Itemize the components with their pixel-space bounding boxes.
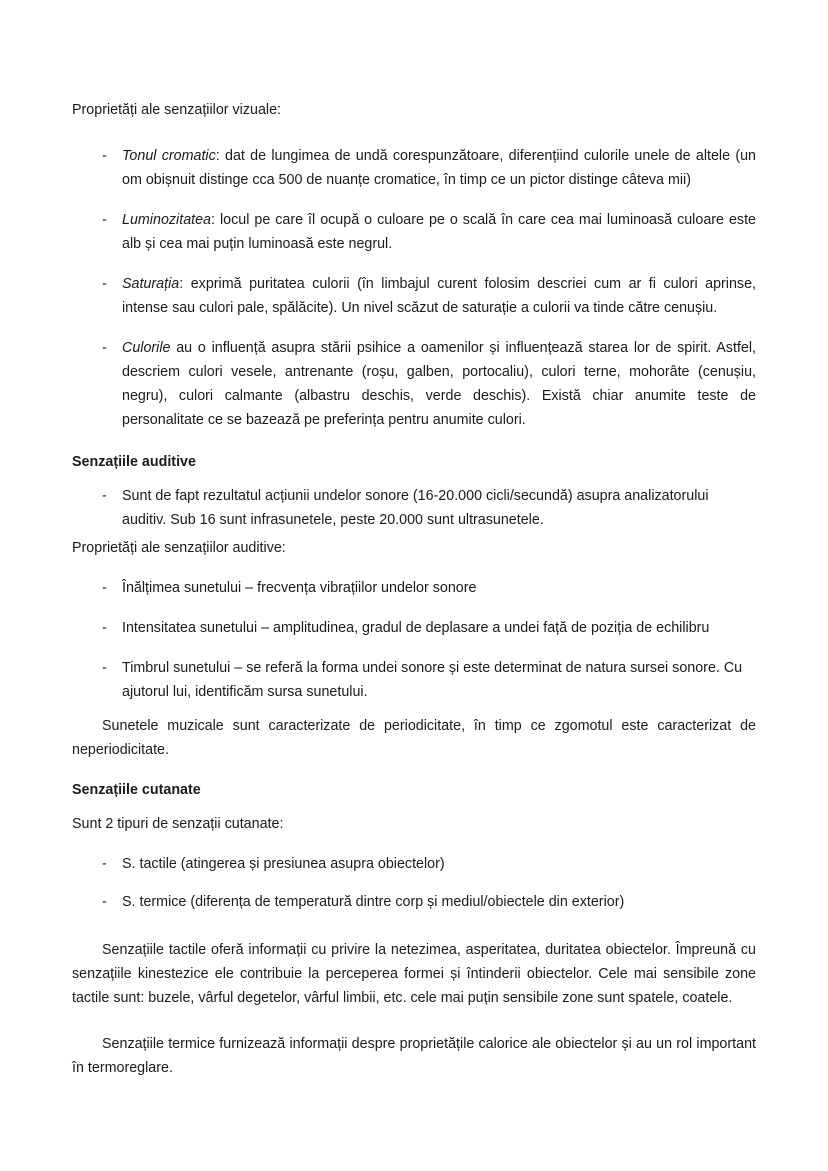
bullet-dash-icon: - [102, 488, 107, 504]
bullet-dash-icon: - [102, 660, 107, 676]
auditive-properties-intro: Proprietăți ale senzațiilor auditive: [72, 540, 286, 556]
bullet-dash-icon: - [102, 148, 107, 164]
list-item-text: S. tactile (atingerea și presiunea asupra obiectelor) [122, 856, 445, 872]
list-item-text: : exprimă puritatea culorii (în limbajul curent folosim descriei cum ar fi culori aprinse, intense sau culori pale, spălăcite). Un nivel scăzut de saturație a culorii va tinde către cenușiu. [122, 276, 756, 316]
visual-properties-list [72, 144, 756, 432]
list-item [72, 208, 756, 256]
list-item-text: Intensitatea sunetului – amplitudinea, gradul de deplasare a undei față de poziția de echilibru [122, 620, 710, 636]
cutanate-list [72, 852, 756, 914]
auditive-properties-list [72, 576, 756, 704]
bullet-dash-icon: - [102, 212, 107, 228]
list-item-text: S. termice (diferența de temperatură dintre corp și mediul/obiectele din exterior) [122, 894, 625, 910]
list-item [72, 852, 756, 876]
list-item [72, 144, 756, 192]
list-item-text: : dat de lungimea de undă corespunzătoare, diferențiind culorile unele de altele (un om obișnuit distinge cca 500 de nuanțe cromatice, în timp ce un pictor distinge câteva mii) [122, 148, 756, 188]
list-item [72, 272, 756, 320]
music-paragraph: Sunetele muzicale sunt caracterizate de periodicitate, în timp ce zgomotul este caracterizat de neperiodicitate. [72, 718, 756, 758]
list-item [72, 336, 756, 432]
list-item-term: Tonul cromatic [122, 148, 216, 164]
bullet-dash-icon: - [102, 856, 107, 872]
list-item-text: Sunt de fapt rezultatul acțiunii undelor sonore (16-20.000 cicli/secundă) asupra analizatorului auditiv. Sub 16 sunt infrasunetele, peste 20.000 sunt ultrasunetele. [122, 488, 709, 528]
list-item [72, 616, 756, 640]
list-item [72, 656, 756, 704]
bullet-dash-icon: - [102, 276, 107, 292]
list-item-text: : locul pe care îl ocupă o culoare pe o scală în care cea mai luminoasă culoare este alb și cea mai puțin luminoasă este negrul. [122, 212, 756, 252]
section-heading-cutanate: Senzațiile cutanate [72, 782, 201, 798]
document-content [72, 98, 756, 1092]
list-item [72, 890, 756, 914]
tactile-paragraph: Senzațiile tactile oferă informații cu privire la netezimea, asperitatea, duritatea obiectelor. Împreună cu senzațiile kinestezice ele contribuie la perceperea formei și întinderii obiectelor. Cele mai sensibile zone tactile sunt: buzele, vârful degetelor, vârful limbii, etc. cele mai puțin sensibile zone sunt spatele, coatele. [72, 942, 756, 1006]
visual-properties-intro: Proprietăți ale senzațiilor vizuale: [72, 102, 281, 118]
list-item-text: au o influență asupra stării psihice a oamenilor și influențează starea lor de spirit. Astfel, descriem culori vesele, antrenante (roșu, galben, portocaliu), culori terne, mohorâte (cenușiu, negru), culori calmante (albastru deschis, verde deschis). Există chiar anumite teste de personalitate ce se bazează pe preferința pentru anumite culori. [122, 340, 756, 428]
section-heading-auditive: Senzațiile auditive [72, 454, 196, 470]
spacer [72, 928, 756, 938]
thermal-paragraph: Senzațiile termice furnizează informații despre proprietățile calorice ale obiectelor și au un rol important în termoreglare. [72, 1036, 756, 1076]
bullet-dash-icon: - [102, 580, 107, 596]
list-item-term: Luminozitatea [122, 212, 212, 228]
cutanate-intro: Sunt 2 tipuri de senzații cutanate: [72, 816, 284, 832]
list-item-term: Culorile [122, 340, 171, 356]
spacer [72, 704, 756, 714]
list-item-text: Timbrul sunetului – se referă la forma undei sonore și este determinat de natura sursei sonore. Cu ajutorul lui, identificăm sursa sunetului. [122, 660, 743, 700]
spacer [72, 1022, 756, 1032]
bullet-dash-icon: - [102, 340, 107, 356]
auditive-definition-list [72, 484, 756, 532]
list-item [72, 484, 756, 532]
spacer [72, 432, 756, 450]
bullet-dash-icon: - [102, 894, 107, 910]
list-item-text: Înălțimea sunetului – frecvența vibrațiilor undelor sonore [122, 580, 477, 596]
spacer [72, 134, 756, 144]
list-item [72, 576, 756, 600]
list-item-term: Saturația [122, 276, 180, 292]
bullet-dash-icon: - [102, 620, 107, 636]
